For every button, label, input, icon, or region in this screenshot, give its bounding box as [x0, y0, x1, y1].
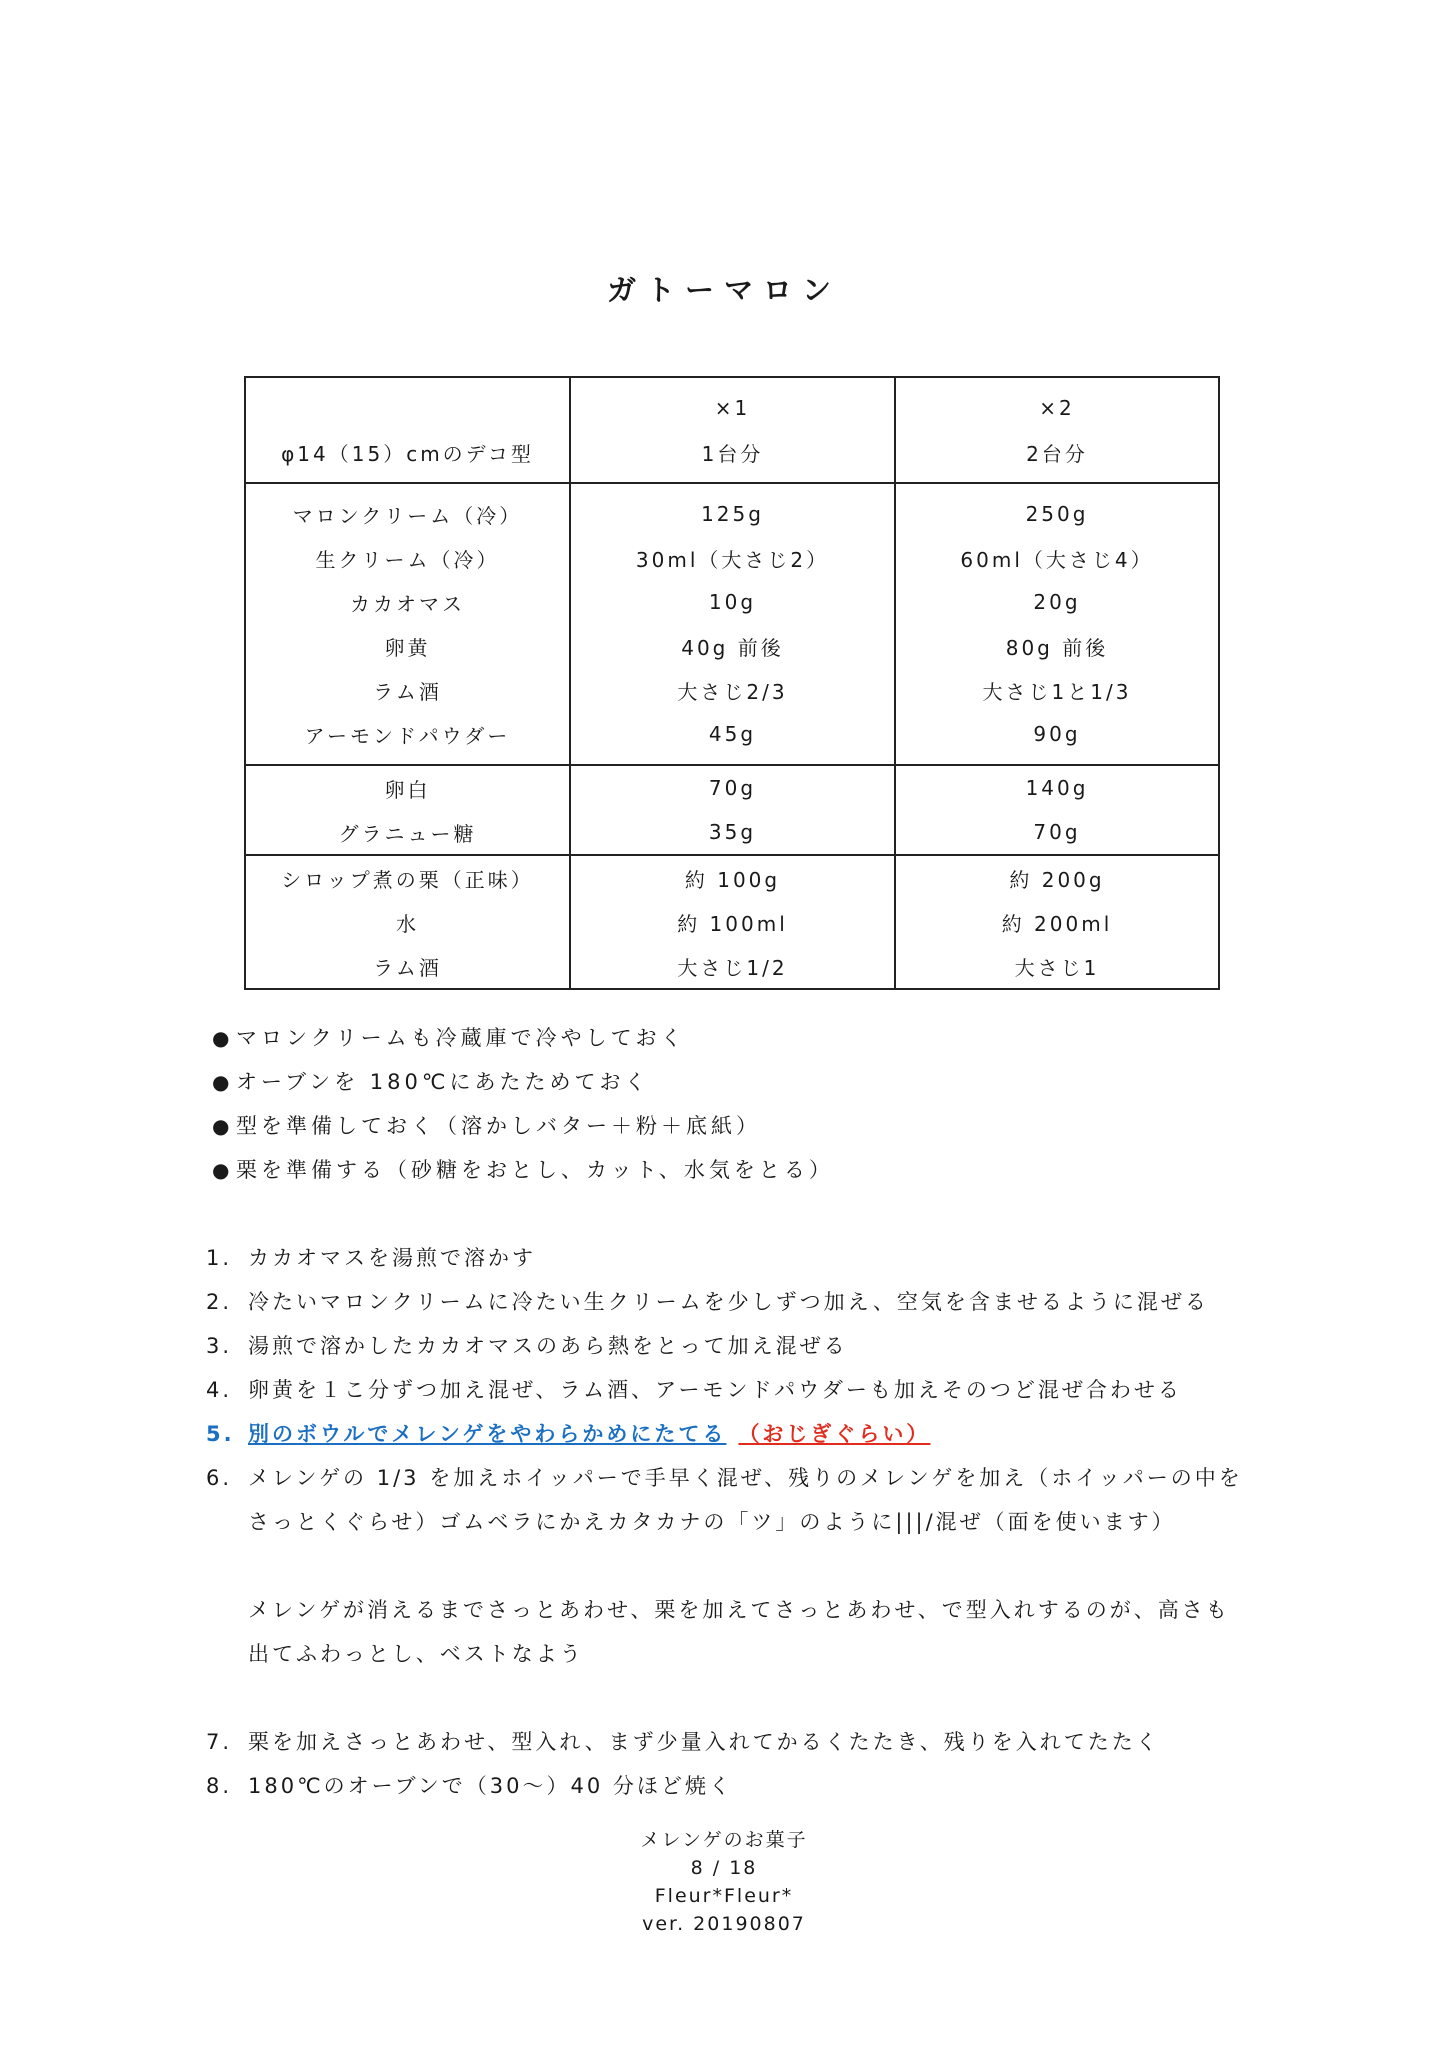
ingredients-table	[244, 376, 1220, 990]
table-row	[245, 810, 1219, 855]
page-number: 8 / 18	[690, 1857, 758, 1879]
ingredient-amount-x2: 20g	[895, 580, 1219, 624]
spacer	[206, 1544, 1246, 1588]
ingredient-amount-x2: 90g	[895, 712, 1219, 765]
list-item	[212, 1148, 1262, 1192]
ingredient-amount-x2: 250g	[895, 483, 1219, 536]
ingredient-amount-x1: 約 100g	[570, 855, 895, 900]
ingredient-amount-x1: 40g 前後	[570, 624, 895, 668]
ingredient-amount-x1: 125g	[570, 483, 895, 536]
step-note: メレンゲが消えるまでさっとあわせ、栗を加えてさっとあわせ、で型入れするのが、高さも出てふわっとし、ベストなよう	[248, 1598, 1230, 1666]
spacer	[206, 1676, 1246, 1720]
step-item	[206, 1236, 1246, 1280]
step-item	[206, 1720, 1246, 1764]
ingredient-name: シロップ煮の栗（正味）	[245, 855, 570, 900]
ingredient-amount-x1: 約 100ml	[570, 900, 895, 944]
header-yield-1: 1台分	[570, 430, 895, 483]
table-header-row	[245, 377, 1219, 430]
ingredient-amount-x1: 30ml（大さじ2）	[570, 536, 895, 580]
note-text: マロンクリームも冷蔵庫で冷やしておく	[236, 1026, 686, 1050]
step-text-highlight: （おじぎぐらい）	[738, 1422, 931, 1446]
recipe-steps	[206, 1236, 1246, 1808]
ingredient-amount-x1: 70g	[570, 765, 895, 810]
step-text	[248, 1412, 1246, 1456]
bullet-icon: ●	[212, 1026, 234, 1050]
header-yield-2: 2台分	[895, 430, 1219, 483]
note-text: 型を準備しておく（溶かしバター＋粉＋底紙）	[236, 1114, 761, 1138]
ingredient-name: 水	[245, 900, 570, 944]
header-mold-size: φ14（15）cmのデコ型	[245, 430, 570, 483]
ingredient-amount-x1: 大さじ2/3	[570, 668, 895, 712]
ingredient-amount-x1: 大さじ1/2	[570, 944, 895, 989]
step-item	[206, 1324, 1246, 1368]
step-text: 180℃のオーブンで（30～）40 分ほど焼く	[248, 1774, 733, 1798]
bullet-icon: ●	[212, 1114, 234, 1138]
step-item	[206, 1456, 1246, 1544]
ingredient-name: グラニュー糖	[245, 810, 570, 855]
ingredient-amount-x2: 大さじ1	[895, 944, 1219, 989]
header-multiplier-1: ×1	[570, 377, 895, 430]
ingredient-amount-x2: 70g	[895, 810, 1219, 855]
step-number: 7.	[206, 1730, 233, 1754]
ingredient-amount-x2: 60ml（大さじ4）	[895, 536, 1219, 580]
table-row	[245, 668, 1219, 712]
preparation-notes	[212, 1016, 1262, 1192]
ingredient-amount-x1: 45g	[570, 712, 895, 765]
table-row	[245, 712, 1219, 765]
step-text: メレンゲの 1/3 を加えホイッパーで手早く混ぜ、残りのメレンゲを加え（ホイッパーの中をさっとくぐらせ）ゴムベラにかえカタカナの「ツ」のように|||/混ぜ（面を使います）	[248, 1466, 1243, 1534]
header-multiplier-2: ×2	[895, 377, 1219, 430]
step-number: 4.	[206, 1378, 233, 1402]
step-text-main: 別のボウルでメレンゲをやわらかめにたてる	[248, 1422, 727, 1446]
step-item	[206, 1280, 1246, 1324]
bullet-icon: ●	[212, 1070, 234, 1094]
step-number: 8.	[206, 1774, 233, 1798]
recipe-title: ガトーマロン	[606, 273, 841, 307]
table-header-row	[245, 430, 1219, 483]
step-number: 5.	[206, 1422, 235, 1446]
step-item	[206, 1368, 1246, 1412]
ingredient-name: 卵黄	[245, 624, 570, 668]
step-text: 冷たいマロンクリームに冷たい生クリームを少しずつ加え、空気を含ませるように混ぜる	[248, 1290, 1209, 1314]
table-row	[245, 624, 1219, 668]
step-text: カカオマスを湯煎で溶かす	[248, 1246, 536, 1270]
ingredient-amount-x2: 約 200g	[895, 855, 1219, 900]
list-item	[212, 1104, 1262, 1148]
ingredient-name: ラム酒	[245, 668, 570, 712]
table-row	[245, 765, 1219, 810]
table-row	[245, 580, 1219, 624]
table-row	[245, 944, 1219, 989]
author-name: Fleur*Fleur*	[654, 1885, 794, 1907]
ingredient-amount-x2: 140g	[895, 765, 1219, 810]
ingredient-name: ラム酒	[245, 944, 570, 989]
version-label: ver. 20190807	[642, 1913, 806, 1935]
ingredient-name: カカオマス	[245, 580, 570, 624]
step-number: 2.	[206, 1290, 233, 1314]
list-item	[212, 1016, 1262, 1060]
ingredient-name: 生クリーム（冷）	[245, 536, 570, 580]
ingredient-amount-x2: 約 200ml	[895, 900, 1219, 944]
bullet-icon: ●	[212, 1158, 234, 1182]
book-title: メレンゲのお菓子	[640, 1829, 808, 1851]
table-row	[245, 536, 1219, 580]
ingredient-amount-x1: 10g	[570, 580, 895, 624]
step-text: 卵黄を１こ分ずつ加え混ぜ、ラム酒、アーモンドパウダーも加えそのつど混ぜ合わせる	[248, 1378, 1182, 1402]
ingredient-amount-x1: 35g	[570, 810, 895, 855]
list-item	[212, 1060, 1262, 1104]
ingredient-amount-x2: 80g 前後	[895, 624, 1219, 668]
step-item	[206, 1764, 1246, 1808]
step-number: 3.	[206, 1334, 233, 1358]
step-number: 6.	[206, 1466, 233, 1490]
page-footer	[0, 1826, 1448, 1938]
table-row	[245, 483, 1219, 536]
note-text: 栗を準備する（砂糖をおとし、カット、水気をとる）	[236, 1158, 834, 1182]
step-item-highlighted	[206, 1412, 1246, 1456]
step-text: 栗を加えさっとあわせ、型入れ、まず少量入れてかるくたたき、残りを入れてたたく	[248, 1730, 1160, 1754]
note-text: オーブンを 180℃にあたためておく	[236, 1070, 650, 1094]
ingredient-amount-x2: 大さじ1と1/3	[895, 668, 1219, 712]
step-text: 湯煎で溶かしたカカオマスのあら熱をとって加え混ぜる	[248, 1334, 848, 1358]
ingredient-name: 卵白	[245, 765, 570, 810]
table-row	[245, 855, 1219, 900]
table-row	[245, 900, 1219, 944]
table-cell	[245, 377, 570, 430]
ingredient-name: アーモンドパウダー	[245, 712, 570, 765]
step-number: 1.	[206, 1246, 233, 1270]
ingredient-name: マロンクリーム（冷）	[245, 483, 570, 536]
